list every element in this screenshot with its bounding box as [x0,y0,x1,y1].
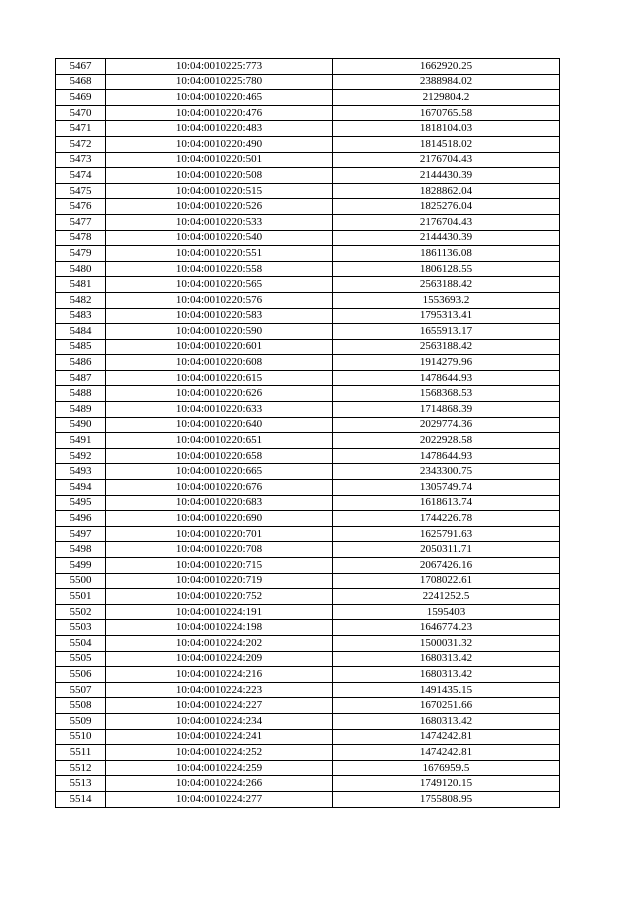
value-cell: 1618613.74 [333,495,560,511]
row-number-cell: 5473 [56,152,106,168]
table-body [56,59,560,808]
row-number-cell: 5487 [56,370,106,386]
cadastral-number-cell: 10:04:0010220:615 [106,370,333,386]
row-number-cell: 5514 [56,791,106,807]
value-cell: 1568368.53 [333,386,560,402]
row-number-cell: 5467 [56,59,106,75]
row-number-cell: 5504 [56,635,106,651]
table-row [56,729,560,745]
value-cell: 1553693.2 [333,292,560,308]
row-number-cell: 5500 [56,573,106,589]
cadastral-number-cell: 10:04:0010220:558 [106,261,333,277]
row-number-cell: 5511 [56,745,106,761]
row-number-cell: 5498 [56,542,106,558]
cadastral-number-cell: 10:04:0010220:576 [106,292,333,308]
table-row [56,183,560,199]
cadastral-number-cell: 10:04:0010224:266 [106,776,333,792]
table-row [56,791,560,807]
table-row [56,214,560,230]
row-number-cell: 5488 [56,386,106,402]
row-number-cell: 5497 [56,526,106,542]
value-cell: 1755808.95 [333,791,560,807]
row-number-cell: 5478 [56,230,106,246]
row-number-cell: 5485 [56,339,106,355]
table-row [56,402,560,418]
table-row [56,199,560,215]
table-row [56,370,560,386]
table-row [56,667,560,683]
row-number-cell: 5510 [56,729,106,745]
table-row [56,433,560,449]
table-row [56,152,560,168]
cadastral-number-cell: 10:04:0010220:683 [106,495,333,511]
cadastral-number-cell: 10:04:0010224:202 [106,635,333,651]
cadastral-number-cell: 10:04:0010224:241 [106,729,333,745]
value-cell: 2388984.02 [333,74,560,90]
row-number-cell: 5494 [56,480,106,496]
row-number-cell: 5486 [56,355,106,371]
table-row [56,542,560,558]
cadastral-number-cell: 10:04:0010220:715 [106,558,333,574]
value-cell: 1500031.32 [333,635,560,651]
value-cell: 1478644.93 [333,370,560,386]
row-number-cell: 5509 [56,713,106,729]
cadastral-number-cell: 10:04:0010224:223 [106,682,333,698]
value-cell: 2144430.39 [333,230,560,246]
value-cell: 1625791.63 [333,526,560,542]
row-number-cell: 5483 [56,308,106,324]
row-number-cell: 5506 [56,667,106,683]
table-row [56,573,560,589]
table-row [56,168,560,184]
value-cell: 1749120.15 [333,776,560,792]
value-cell: 1474242.81 [333,745,560,761]
cadastral-number-cell: 10:04:0010220:690 [106,511,333,527]
value-cell: 2050311.71 [333,542,560,558]
cadastral-number-cell: 10:04:0010220:752 [106,589,333,605]
table-row [56,713,560,729]
cadastral-number-cell: 10:04:0010220:508 [106,168,333,184]
value-cell: 2563188.42 [333,339,560,355]
cadastral-number-cell: 10:04:0010224:191 [106,604,333,620]
cadastral-number-cell: 10:04:0010220:665 [106,464,333,480]
table-row [56,417,560,433]
row-number-cell: 5472 [56,136,106,152]
row-number-cell: 5508 [56,698,106,714]
table-row [56,682,560,698]
row-number-cell: 5471 [56,121,106,137]
cadastral-number-cell: 10:04:0010224:234 [106,713,333,729]
row-number-cell: 5474 [56,168,106,184]
table-row [56,651,560,667]
value-cell: 1491435.15 [333,682,560,698]
row-number-cell: 5501 [56,589,106,605]
cadastral-number-cell: 10:04:0010225:780 [106,74,333,90]
table-row [56,604,560,620]
table-row [56,230,560,246]
table-row [56,776,560,792]
value-cell: 2129804.2 [333,90,560,106]
cadastral-number-cell: 10:04:0010220:476 [106,105,333,121]
value-cell: 1680313.42 [333,713,560,729]
value-cell: 2029774.36 [333,417,560,433]
table-row [56,105,560,121]
table-row [56,464,560,480]
value-cell: 1708022.61 [333,573,560,589]
row-number-cell: 5499 [56,558,106,574]
cadastral-number-cell: 10:04:0010220:483 [106,121,333,137]
row-number-cell: 5503 [56,620,106,636]
value-cell: 1474242.81 [333,729,560,745]
row-number-cell: 5495 [56,495,106,511]
value-cell: 1655913.17 [333,324,560,340]
table-row [56,511,560,527]
value-cell: 1814518.02 [333,136,560,152]
value-cell: 2067426.16 [333,558,560,574]
row-number-cell: 5482 [56,292,106,308]
row-number-cell: 5489 [56,402,106,418]
row-number-cell: 5502 [56,604,106,620]
table-row [56,246,560,262]
cadastral-number-cell: 10:04:0010224:209 [106,651,333,667]
row-number-cell: 5496 [56,511,106,527]
cadastral-number-cell: 10:04:0010220:701 [106,526,333,542]
table-row [56,745,560,761]
cadastral-number-cell: 10:04:0010220:590 [106,324,333,340]
cadastral-number-cell: 10:04:0010224:259 [106,760,333,776]
cadastral-number-cell: 10:04:0010220:608 [106,355,333,371]
cadastral-number-cell: 10:04:0010220:601 [106,339,333,355]
value-cell: 1914279.96 [333,355,560,371]
cadastral-number-cell: 10:04:0010220:676 [106,480,333,496]
table-row [56,324,560,340]
table-row [56,386,560,402]
value-cell: 1744226.78 [333,511,560,527]
row-number-cell: 5491 [56,433,106,449]
row-number-cell: 5470 [56,105,106,121]
table-row [56,526,560,542]
value-cell: 1818104.03 [333,121,560,137]
row-number-cell: 5513 [56,776,106,792]
cadastral-number-cell: 10:04:0010220:633 [106,402,333,418]
value-cell: 2144430.39 [333,168,560,184]
table-row [56,558,560,574]
table-row [56,292,560,308]
table-row [56,698,560,714]
value-cell: 2241252.5 [333,589,560,605]
table-row [56,355,560,371]
value-cell: 1828862.04 [333,183,560,199]
table-row [56,635,560,651]
value-cell: 1680313.42 [333,667,560,683]
table-row [56,261,560,277]
table-row [56,121,560,137]
table-row [56,136,560,152]
cadastral-number-cell: 10:04:0010220:526 [106,199,333,215]
cadastral-number-cell: 10:04:0010220:626 [106,386,333,402]
cadastral-number-cell: 10:04:0010220:708 [106,542,333,558]
table-row [56,308,560,324]
value-cell: 1795313.41 [333,308,560,324]
cadastral-number-cell: 10:04:0010220:583 [106,308,333,324]
row-number-cell: 5477 [56,214,106,230]
table-row [56,448,560,464]
cadastral-number-cell: 10:04:0010220:515 [106,183,333,199]
value-cell: 2022928.58 [333,433,560,449]
row-number-cell: 5493 [56,464,106,480]
value-cell: 2176704.43 [333,152,560,168]
table-row [56,74,560,90]
value-cell: 2563188.42 [333,277,560,293]
value-cell: 1646774.23 [333,620,560,636]
value-cell: 1825276.04 [333,199,560,215]
data-table [55,58,560,808]
cadastral-number-cell: 10:04:0010220:490 [106,136,333,152]
row-number-cell: 5475 [56,183,106,199]
row-number-cell: 5469 [56,90,106,106]
cadastral-number-cell: 10:04:0010220:565 [106,277,333,293]
cadastral-number-cell: 10:04:0010220:551 [106,246,333,262]
value-cell: 2176704.43 [333,214,560,230]
row-number-cell: 5507 [56,682,106,698]
cadastral-number-cell: 10:04:0010220:651 [106,433,333,449]
cadastral-number-cell: 10:04:0010220:540 [106,230,333,246]
value-cell: 1861136.08 [333,246,560,262]
table-row [56,59,560,75]
cadastral-number-cell: 10:04:0010224:252 [106,745,333,761]
value-cell: 1305749.74 [333,480,560,496]
table-row [56,480,560,496]
cadastral-number-cell: 10:04:0010224:198 [106,620,333,636]
cadastral-number-cell: 10:04:0010224:227 [106,698,333,714]
row-number-cell: 5490 [56,417,106,433]
row-number-cell: 5481 [56,277,106,293]
table-row [56,90,560,106]
row-number-cell: 5479 [56,246,106,262]
value-cell: 1680313.42 [333,651,560,667]
table-row [56,339,560,355]
table-row [56,620,560,636]
table-row [56,589,560,605]
value-cell: 1662920.25 [333,59,560,75]
cadastral-number-cell: 10:04:0010220:658 [106,448,333,464]
cadastral-number-cell: 10:04:0010220:719 [106,573,333,589]
cadastral-number-cell: 10:04:0010220:640 [106,417,333,433]
value-cell: 1595403 [333,604,560,620]
value-cell: 1478644.93 [333,448,560,464]
cadastral-number-cell: 10:04:0010225:773 [106,59,333,75]
value-cell: 1676959.5 [333,760,560,776]
row-number-cell: 5476 [56,199,106,215]
cadastral-number-cell: 10:04:0010224:216 [106,667,333,683]
cadastral-number-cell: 10:04:0010220:465 [106,90,333,106]
cadastral-number-cell: 10:04:0010220:501 [106,152,333,168]
row-number-cell: 5468 [56,74,106,90]
row-number-cell: 5505 [56,651,106,667]
value-cell: 2343300.75 [333,464,560,480]
row-number-cell: 5512 [56,760,106,776]
row-number-cell: 5484 [56,324,106,340]
value-cell: 1714868.39 [333,402,560,418]
table-row [56,760,560,776]
value-cell: 1670765.58 [333,105,560,121]
table-row [56,277,560,293]
value-cell: 1806128.55 [333,261,560,277]
value-cell: 1670251.66 [333,698,560,714]
table-row [56,495,560,511]
cadastral-number-cell: 10:04:0010220:533 [106,214,333,230]
row-number-cell: 5492 [56,448,106,464]
row-number-cell: 5480 [56,261,106,277]
cadastral-number-cell: 10:04:0010224:277 [106,791,333,807]
